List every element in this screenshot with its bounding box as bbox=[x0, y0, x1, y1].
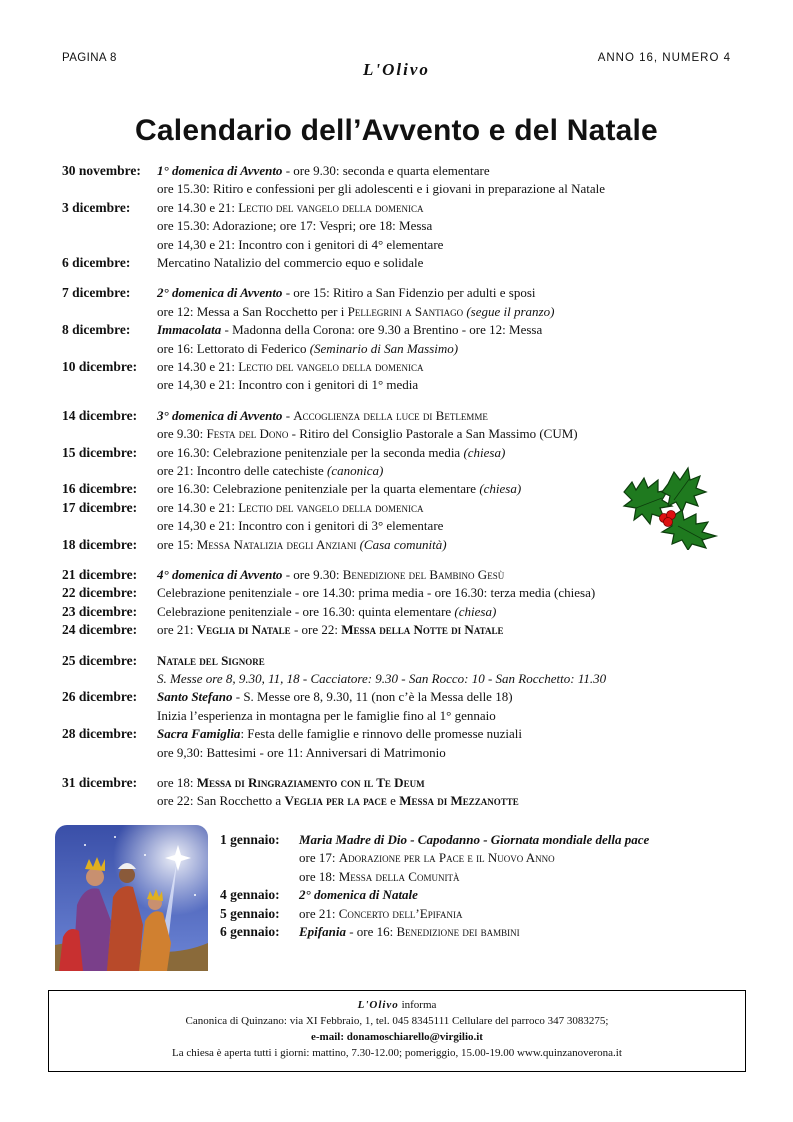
schedule-text bbox=[157, 652, 265, 670]
schedule-text-part: Benedizione del Bambino Gesù bbox=[342, 567, 505, 582]
schedule-text bbox=[157, 499, 424, 517]
schedule-row bbox=[0, 621, 793, 639]
schedule-text-part: Maria Madre di Dio - Capodanno - Giornata mondiale della pace bbox=[299, 832, 650, 847]
schedule-text bbox=[157, 707, 496, 725]
schedule-row bbox=[0, 707, 793, 725]
schedule-text-part: ore 16.30: Celebrazione penitenziale per la seconda media bbox=[157, 445, 464, 460]
schedule-text bbox=[299, 831, 649, 849]
schedule-text bbox=[157, 303, 554, 321]
schedule-text-part: 2° domenica di Avvento bbox=[157, 285, 283, 300]
footer-brand: L'Olivo bbox=[357, 999, 399, 1011]
schedule-text-part: ore 17: bbox=[299, 850, 339, 865]
schedule-row bbox=[0, 444, 793, 462]
schedule-text-part: ore 14,30 e 21: Incontro con i genitori di 3° elementare bbox=[157, 518, 444, 533]
schedule-text-part: - ore 9.30: bbox=[282, 567, 343, 582]
schedule-date: 6 gennaio: bbox=[220, 924, 280, 939]
schedule-text-part: Benedizione dei bambini bbox=[396, 924, 520, 939]
schedule-text-part: ore 9,30: Battesimi - ore 11: Anniversari di Matrimonio bbox=[157, 745, 446, 760]
schedule-row bbox=[0, 792, 793, 810]
schedule-text-part: Santo Stefano bbox=[157, 689, 233, 704]
schedule-text-part: 2° domenica di Natale bbox=[299, 887, 418, 902]
issue-number: ANNO 16, NUMERO 4 bbox=[597, 52, 731, 64]
schedule-date: 3 dicembre: bbox=[62, 200, 131, 215]
schedule-text bbox=[299, 905, 463, 923]
schedule-text-part: ore 14.30 e 21: bbox=[157, 500, 239, 515]
page-number: PAGINA 8 bbox=[62, 52, 117, 64]
schedule-text-part: 3° domenica di Avvento bbox=[157, 408, 283, 423]
schedule-date: 5 gennaio: bbox=[220, 906, 280, 921]
page-title: Calendario dell’Avvento e del Natale bbox=[135, 114, 658, 147]
schedule-text-part: Epifania bbox=[299, 924, 346, 939]
schedule-text-part: Veglia per la pace bbox=[284, 793, 387, 808]
schedule-date: 28 dicembre: bbox=[62, 726, 138, 741]
schedule-text bbox=[157, 236, 443, 254]
schedule-text bbox=[157, 444, 505, 462]
schedule-date: 18 dicembre: bbox=[62, 537, 138, 552]
schedule-text bbox=[157, 407, 488, 425]
schedule-text-part: S. Messe ore 8, 9.30, 11, 18 - Cacciatore: 9.30 - San Rocco: 10 - San Rocchetto: 11.30 bbox=[157, 671, 607, 686]
schedule-text-part: (segue il pranzo) bbox=[463, 304, 555, 319]
schedule-text-part: 1° domenica di Avvento bbox=[157, 163, 283, 178]
schedule-row bbox=[0, 199, 793, 217]
schedule-row bbox=[0, 725, 793, 743]
schedule-text-part: ore 15: bbox=[157, 537, 197, 552]
schedule-text bbox=[157, 688, 513, 706]
schedule-date: 26 dicembre: bbox=[62, 689, 138, 704]
schedule-row bbox=[0, 603, 793, 621]
schedule-date: 6 dicembre: bbox=[62, 255, 131, 270]
schedule-text bbox=[157, 358, 424, 376]
schedule-text-part: (Seminario di San Massimo) bbox=[309, 341, 459, 356]
three-kings-illustration bbox=[55, 825, 208, 971]
schedule-text bbox=[157, 254, 423, 272]
schedule-date: 4 gennaio: bbox=[220, 887, 280, 902]
schedule-row bbox=[0, 376, 793, 394]
schedule-text bbox=[157, 517, 443, 535]
schedule-text-part: ore 18: bbox=[299, 869, 339, 884]
schedule-date: 22 dicembre: bbox=[62, 585, 138, 600]
schedule-date: 10 dicembre: bbox=[62, 359, 138, 374]
schedule-text bbox=[157, 180, 605, 198]
schedule-date: 16 dicembre: bbox=[62, 481, 138, 496]
schedule-text-part: ore 18: bbox=[157, 775, 197, 790]
schedule-text-part: Veglia di Natale bbox=[196, 622, 291, 637]
schedule-text-part: ore 14,30 e 21: Incontro con i genitori di 4° elementare bbox=[157, 237, 444, 252]
schedule-text-part: Celebrazione penitenziale - ore 16.30: quinta elementare bbox=[157, 604, 455, 619]
schedule-text-part: ore 21: bbox=[157, 622, 197, 637]
schedule-text-part: ore 16.30: Celebrazione penitenziale per la quarta elementare bbox=[157, 481, 480, 496]
schedule-row bbox=[0, 358, 793, 376]
schedule-text bbox=[157, 462, 383, 480]
schedule-row bbox=[0, 321, 793, 339]
schedule-text bbox=[299, 849, 555, 867]
schedule-date: 14 dicembre: bbox=[62, 408, 138, 423]
schedule-text-part: Messa di Ringraziamento con il Te Deum bbox=[196, 775, 425, 790]
schedule-text bbox=[157, 774, 425, 792]
schedule-text-part: - ore 22: bbox=[290, 622, 342, 637]
schedule-row bbox=[0, 688, 793, 706]
schedule-text-part: Lectio del vangelo della domenica bbox=[238, 500, 424, 515]
footer-title-line bbox=[49, 997, 745, 1013]
schedule-date: 23 dicembre: bbox=[62, 604, 138, 619]
schedule-text bbox=[157, 792, 519, 810]
schedule-text bbox=[157, 217, 432, 235]
schedule-text-part: (chiesa) bbox=[454, 604, 497, 619]
schedule-text-part: ore 15.30: Ritiro e confessioni per gli adolescenti e i giovani in preparazione al Natale bbox=[157, 181, 605, 196]
schedule-date: 24 dicembre: bbox=[62, 622, 138, 637]
schedule-text-part: 4° domenica di Avvento bbox=[157, 567, 283, 582]
schedule-text bbox=[157, 199, 424, 217]
schedule-text-part: ore 22: San Rocchetto a bbox=[157, 793, 285, 808]
schedule-text-part: Lectio del vangelo della domenica bbox=[238, 359, 424, 374]
schedule-text-part: Immacolata bbox=[157, 322, 222, 337]
schedule-text-part: - S. Messe ore 8, 9.30, 11 (non c’è la Messa delle 18) bbox=[232, 689, 513, 704]
schedule-row bbox=[0, 180, 793, 198]
schedule-text-part: Inizia l’esperienza in montagna per le famiglie fino al 1° gennaio bbox=[157, 708, 496, 723]
schedule-text-part: Adorazione per la Pace e il Nuovo Anno bbox=[338, 850, 555, 865]
schedule-text bbox=[157, 603, 496, 621]
schedule-text-part: Messa della Notte di Natale bbox=[341, 622, 504, 637]
schedule-text-part: - Ritiro del Consiglio Pastorale a San Massimo (CUM) bbox=[288, 426, 578, 441]
schedule-date: 7 dicembre: bbox=[62, 285, 131, 300]
schedule-text bbox=[157, 725, 522, 743]
schedule-text bbox=[157, 536, 447, 554]
schedule-text-part: Celebrazione penitenziale - ore 14.30: prima media - ore 16.30: terza media (chiesa) bbox=[157, 585, 596, 600]
schedule-text bbox=[299, 868, 459, 886]
schedule-text-part: (chiesa) bbox=[479, 481, 522, 496]
schedule-text-part: Pellegrini a Santiago bbox=[347, 304, 464, 319]
schedule-date: 1 gennaio: bbox=[220, 832, 280, 847]
schedule-text-part: - Madonna della Corona: ore 9.30 a Brentino - ore 12: Messa bbox=[221, 322, 543, 337]
schedule-row bbox=[0, 774, 793, 792]
schedule-text-part: ore 21: Incontro delle catechiste bbox=[157, 463, 328, 478]
schedule-row bbox=[0, 584, 793, 602]
schedule-text bbox=[157, 425, 578, 443]
schedule-date: 31 dicembre: bbox=[62, 775, 138, 790]
schedule-text-part: Messa Natalizia degli Anziani bbox=[196, 537, 357, 552]
schedule-text-part: ore 15.30: Adorazione; ore 17: Vespri; ore 18: Messa bbox=[157, 218, 433, 233]
schedule-text-part: Accoglienza della luce di Betlemme bbox=[293, 408, 488, 423]
schedule-text bbox=[157, 744, 446, 762]
schedule-text bbox=[157, 162, 490, 180]
schedule-text-part: e bbox=[386, 793, 400, 808]
schedule-text-part: Sacra Famiglia bbox=[157, 726, 241, 741]
schedule-text bbox=[299, 923, 520, 941]
schedule-row bbox=[0, 670, 793, 688]
schedule-row bbox=[0, 566, 793, 584]
schedule-text-part: Mercatino Natalizio del commercio equo e solidale bbox=[157, 255, 424, 270]
schedule-row bbox=[0, 744, 793, 762]
schedule-row bbox=[0, 652, 793, 670]
schedule-date: 25 dicembre: bbox=[62, 653, 138, 668]
schedule-text-part: Messa della Comunità bbox=[338, 869, 460, 884]
schedule-text-part: Concerto dell’Epifania bbox=[338, 906, 463, 921]
schedule-text-part: ore 16: Lettorato di Federico bbox=[157, 341, 310, 356]
schedule-text-part: Messa di Mezzanotte bbox=[399, 793, 519, 808]
schedule-row bbox=[0, 303, 793, 321]
schedule-text bbox=[299, 886, 418, 904]
holly-icon bbox=[618, 466, 726, 550]
schedule-date: 21 dicembre: bbox=[62, 567, 138, 582]
schedule-text-part: (chiesa) bbox=[463, 445, 506, 460]
schedule-text bbox=[157, 584, 595, 602]
schedule-row bbox=[0, 340, 793, 358]
footer-email[interactable]: e-mail: donamoschiarello@virgilio.it bbox=[311, 1031, 483, 1043]
schedule-text-part: Festa del Dono bbox=[206, 426, 289, 441]
schedule-text bbox=[157, 340, 458, 358]
schedule-date: 17 dicembre: bbox=[62, 500, 138, 515]
schedule-text bbox=[157, 566, 504, 584]
schedule-text bbox=[157, 670, 606, 688]
masthead: L'Olivo bbox=[363, 60, 430, 79]
schedule-row bbox=[0, 254, 793, 272]
schedule-text bbox=[157, 621, 504, 639]
schedule-text-part: - ore 16: bbox=[345, 924, 397, 939]
schedule-date: 15 dicembre: bbox=[62, 445, 138, 460]
schedule-text bbox=[157, 321, 542, 339]
schedule-date: 30 novembre: bbox=[62, 163, 141, 178]
schedule-text-part: Natale del Signore bbox=[157, 653, 265, 668]
schedule-row bbox=[0, 162, 793, 180]
schedule-text-part: (Casa comunità) bbox=[356, 537, 447, 552]
schedule-row bbox=[0, 284, 793, 302]
footer-hours: La chiesa è aperta tutti i giorni: mattino, 7.30-12.00; pomeriggio, 15.00-19.00 www.quinzanoverona.it bbox=[172, 1047, 622, 1059]
schedule-text-part: : Festa delle famiglie e rinnovo delle promesse nuziali bbox=[240, 726, 523, 741]
schedule-date: 8 dicembre: bbox=[62, 322, 131, 337]
schedule-text bbox=[157, 480, 521, 498]
schedule-text-part: ore 9.30: bbox=[157, 426, 207, 441]
schedule-text bbox=[157, 284, 536, 302]
schedule-row bbox=[0, 217, 793, 235]
schedule-text-part: - ore 15: Ritiro a San Fidenzio per adulti e sposi bbox=[282, 285, 536, 300]
schedule-row bbox=[0, 425, 793, 443]
schedule-text-part: ore 12: Messa a San Rocchetto per i bbox=[157, 304, 348, 319]
schedule-text-part: Lectio del vangelo della domenica bbox=[238, 200, 424, 215]
schedule-row bbox=[0, 407, 793, 425]
footer-informa: informa bbox=[398, 999, 437, 1011]
schedule-text-part: ore 21: bbox=[299, 906, 339, 921]
schedule-text-part: ore 14.30 e 21: bbox=[157, 359, 239, 374]
schedule-text-part: ore 14,30 e 21: Incontro con i genitori di 1° media bbox=[157, 377, 419, 392]
schedule-text-part: - bbox=[282, 408, 294, 423]
schedule-text-part: - ore 9.30: seconda e quarta elementare bbox=[282, 163, 490, 178]
footer-info-box bbox=[48, 990, 746, 1072]
schedule-text-part: (canonica) bbox=[327, 463, 384, 478]
footer-address: Canonica di Quinzano: via XI Febbraio, 1, tel. 045 8345111 Cellulare del parroco 347 3083275; bbox=[185, 1015, 609, 1027]
schedule-text-part: ore 14.30 e 21: bbox=[157, 200, 239, 215]
schedule-row bbox=[0, 236, 793, 254]
schedule-text bbox=[157, 376, 418, 394]
